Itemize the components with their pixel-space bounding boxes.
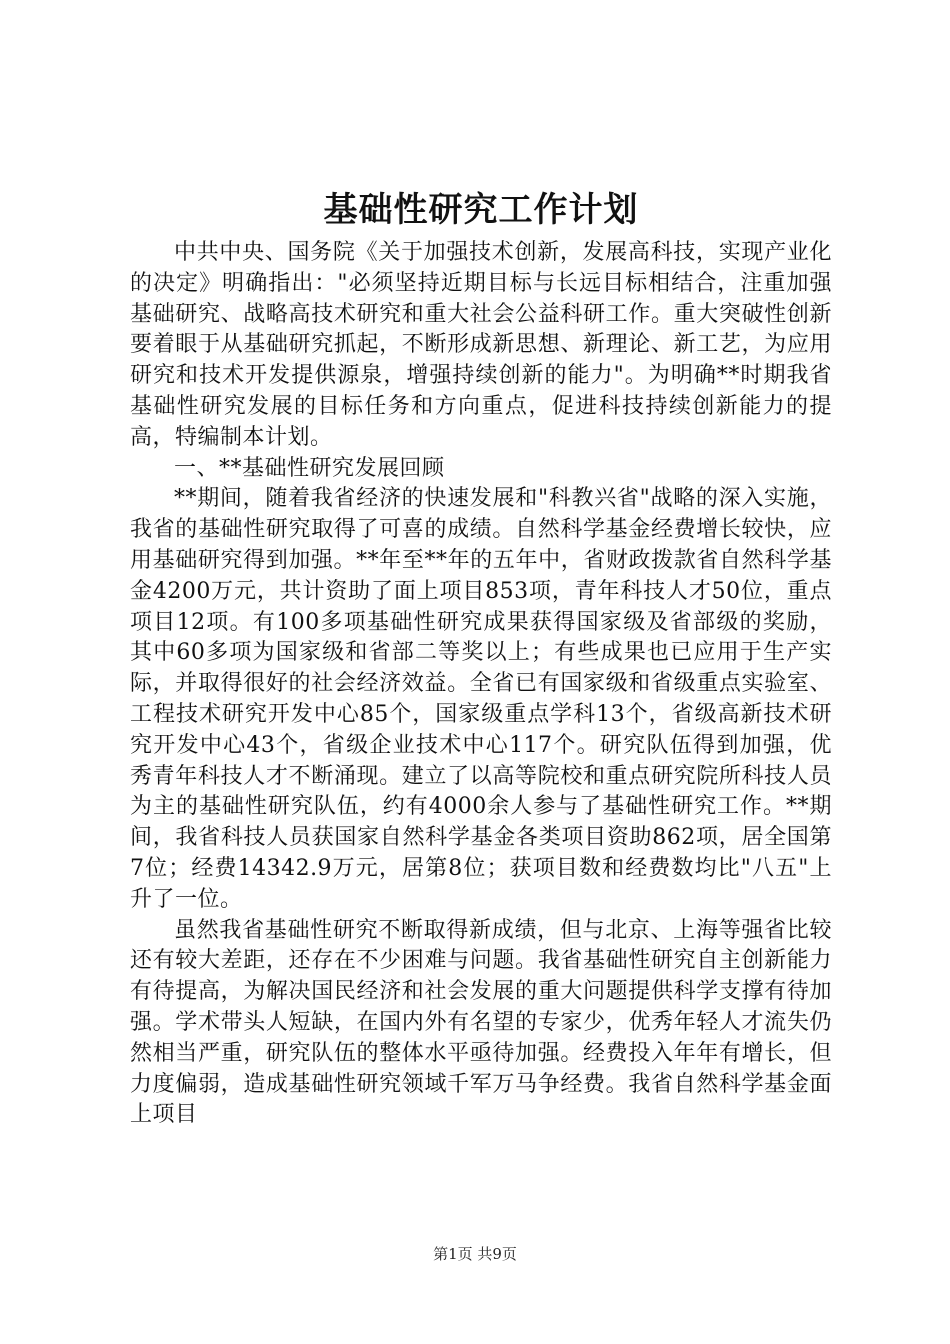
document-title: 基础性研究工作计划 bbox=[323, 190, 639, 230]
section-heading-review: 一、**基础性研究发展回顾 bbox=[174, 455, 445, 481]
paragraph-problems: 虽然我省基础性研究不断取得新成绩，但与北京、上海等强省比较还有较大差距，还存在不少困难与问题。我省基础性研究自主创新能力有待提高，为解决国民经济和社会发展的重大问题提供科学支撑有待加强。学术带头人短缺，在国内外有名望的专家少，优秀年轻人才流失仍然相当严重，研究队伍的整体水平亟待加强。经费投入年年有增长，但力度偏弱，造成基础性研究领域千军万马争经费。我省自然科学基金面上项目 bbox=[130, 917, 832, 1128]
page-number-footer: 第1页 共9页 bbox=[433, 1245, 517, 1263]
paragraph-intro: 中共中央、国务院《关于加强技术创新，发展高科技，实现产业化的决定》明确指出："必须坚持近期目标与长远目标相结合，注重加强基础研究、战略高技术研究和重大社会公益科研工作。重大突破性创新要着眼于从基础研究抓起，不断形成新思想、新理论、新工艺，为应用研究和技术开发提供源泉，增强持续创新的能力"。为明确**时期我省基础性研究发展的目标任务和方向重点，促进科技持续创新能力的提高，特编制本计划。 bbox=[130, 240, 832, 450]
document-body bbox=[130, 238, 832, 1131]
paragraph-achievements: **期间，随着我省经济的快速发展和"科教兴省"战略的深入实施，我省的基础性研究取得了可喜的成绩。自然科学基金经费增长较快，应用基础研究得到加强。**年至**年的五年中，省财政拨款省自然科学基金4200万元，共计资助了面上项目853项，青年科技人才50位，重点项目12项。有100多项基础性研究成果获得国家级及省部级的奖励，其中60多项为国家级和省部二等奖以上；有些成果也已应用于生产实际，并取得很好的社会经济效益。全省已有国家级和省级重点实验室、工程技术研究开发中心85个，国家级重点学科13个，省级高新技术研究开发中心43个，省级企业技术中心117个。研究队伍得到加强，优秀青年科技人才不断涌现。建立了以高等院校和重点研究院所科技人员为主的基础性研究队伍，约有4000余人参与了基础性研究工作。**期间，我省科技人员获国家自然科学基金各类项目资助862项，居全国第7位；经费14342.9万元，居第8位；获项目数和经费数均比"八五"上升了一位。 bbox=[130, 486, 832, 912]
document-page bbox=[130, 0, 832, 1131]
